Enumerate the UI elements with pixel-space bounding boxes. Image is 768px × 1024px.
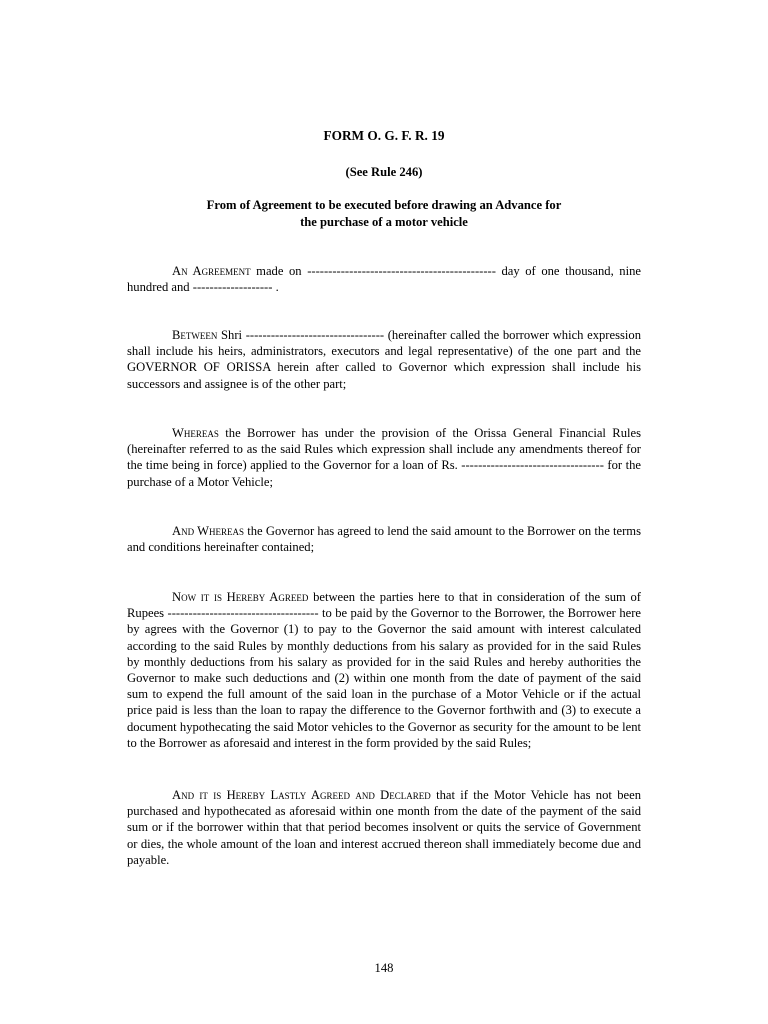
paragraph-lead: Now it is Hereby Agreed xyxy=(172,590,309,604)
agreement-date-paragraph xyxy=(127,263,641,295)
agreement-terms-paragraph xyxy=(127,589,641,751)
paragraph-lead: And it is Hereby Lastly Agreed and Declared xyxy=(172,788,431,802)
paragraph-text: the Borrower has under the provision of the Orissa General Financial Rules (hereinafter referred to as the said Rules which expression shall include any amendments thereof for the time being in force) applied to the Governor for a loan of Rs. ---------------------------------- for the purchase of a Motor Vehicle; xyxy=(127,426,641,489)
paragraph-text: made on --------------------------------------------- day of one thousand, nine hundred and ------------------- . xyxy=(127,264,641,295)
paragraph-lead: And Whereas xyxy=(172,524,245,538)
declaration-paragraph xyxy=(127,787,641,868)
form-heading xyxy=(0,197,768,230)
paragraph-text: the Governor has agreed to lend the said amount to the Borrower on the terms and conditions hereinafter contained; xyxy=(127,524,642,555)
page-number: 148 xyxy=(374,961,394,975)
whereas-lend-paragraph xyxy=(127,523,641,555)
paragraph-text: that if the Motor Vehicle has not been purchased and hypothecated as aforesaid within one month from the date of the payment of the said sum or if the borrower within that that period becomes insolvent or quits the service of Government or dies, the whole amount of the loan and interest accrued thereon shall immediately become due and payable. xyxy=(127,788,641,867)
paragraph-text: between the parties here to that in consideration of the sum of Rupees ------------------------------------ to be paid by the Governor to the Borrower, the Borrower here by agrees with the Governor (1) to pay to the Governor the said amount with interest calculated according to the said Rules by monthly deductions from his salary as provided for in the said Rules by monthly deductions from his salary as provided for in the said Rules and hereby authorities the Governor to make such deductions and (2) within one month from the date of payment of the said sum to expend the full amount of the said loan in the purchase of a Motor Vehicle or if the actual price paid is less than the loan to rapay the difference to the Governor forthwith and (3) to execute a document hypothecating the said Motor vehicles to the Governor as security for the amount to be lent to the Borrower as aforesaid and interest in the form provided by the said Rules; xyxy=(127,590,642,750)
paragraph-lead: Between xyxy=(172,328,218,342)
form-heading-line-2: the purchase of a motor vehicle xyxy=(300,214,468,229)
paragraph-lead: An Agreement xyxy=(172,264,251,278)
rule-reference: (See Rule 246) xyxy=(345,165,423,179)
form-heading-line-1: From of Agreement to be executed before drawing an Advance for xyxy=(206,198,562,212)
parties-paragraph xyxy=(127,327,641,392)
paragraph-lead: Whereas xyxy=(172,426,219,440)
paragraph-text: Shri --------------------------------- (hereinafter called the borrower which expression shall include his heirs, administrators, executors and legal representative) of the one part and the GOVERNOR OF ORISSA herein after called to Governor which expression shall include his successors and assignee is of the other part; xyxy=(127,328,641,391)
form-title: FORM O. G. F. R. 19 xyxy=(323,128,445,143)
whereas-application-paragraph xyxy=(127,425,641,490)
